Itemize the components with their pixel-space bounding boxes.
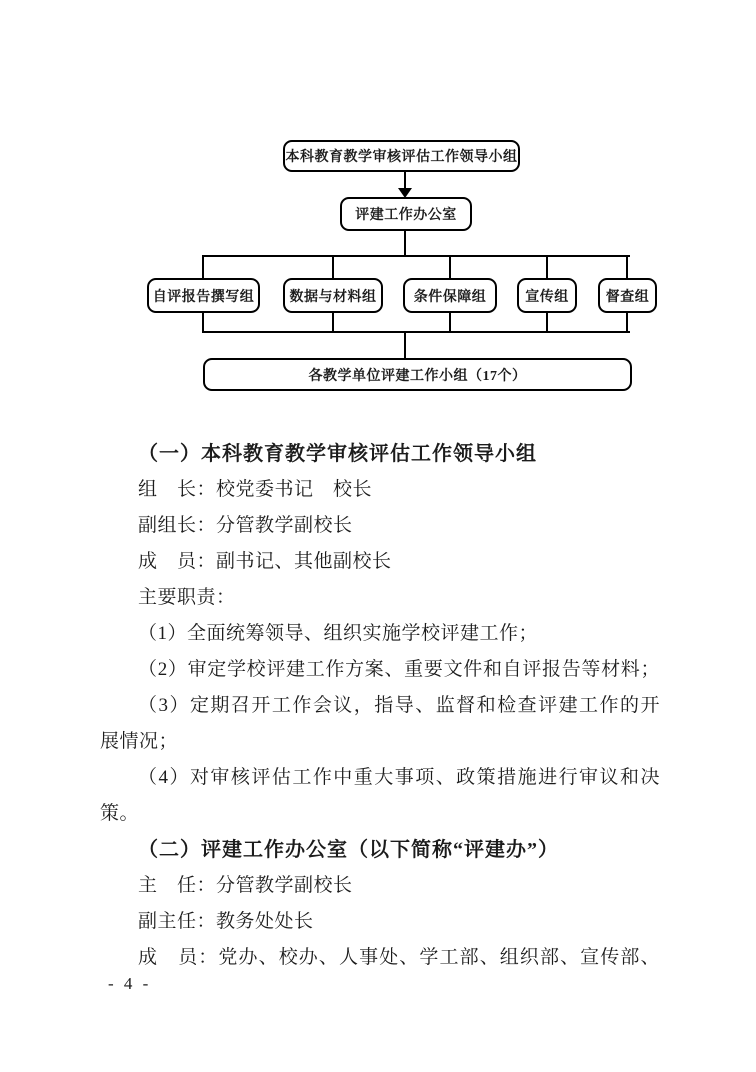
text-line: 展情况； [100, 731, 179, 752]
text-line: （3）定期召开工作会议，指导、监督和检查评建工作的开 [138, 695, 660, 716]
connector-stub [332, 312, 334, 332]
org-box-publicity-group: 宣传组 [517, 278, 577, 313]
org-box-office: 评建工作办公室 [340, 197, 472, 231]
connector-stub [546, 312, 548, 332]
org-box-leader-group: 本科教育教学审核评估工作领导小组 [283, 140, 520, 172]
text-line: （1）全面统筹领导、组织实施学校评建工作； [138, 623, 539, 644]
connector-stub [546, 256, 548, 279]
connector-stub [626, 312, 628, 332]
text-line: 组 长：校党委书记 校长 [138, 479, 373, 500]
section-1-heading: （一）本科教育教学审核评估工作领导小组 [138, 443, 537, 465]
connector-rail-top [202, 255, 630, 257]
section-2-heading: （二）评建工作办公室（以下简称“评建办”） [138, 839, 559, 861]
text-line: 主要职责： [138, 587, 236, 608]
org-box-supervision-group: 督查组 [598, 278, 657, 313]
org-chart [0, 0, 756, 410]
text-line: （4）对审核评估工作中重大事项、政策措施进行审议和决 [138, 767, 660, 788]
text-line: （2）审定学校评建工作方案、重要文件和自评报告等材料； [138, 659, 660, 680]
connector-stub [332, 256, 334, 279]
text-line: 副组长：分管教学副校长 [138, 515, 353, 536]
org-box-teaching-units: 各教学单位评建工作小组（17个） [203, 358, 632, 391]
connector-stub [626, 256, 628, 279]
connector-rail-bottom [202, 331, 630, 333]
connector-stub [202, 256, 204, 279]
connector-office-to-rail [404, 231, 406, 256]
text-line: 成 员：副书记、其他副校长 [138, 551, 392, 572]
text-line: 主 任：分管教学副校长 [138, 875, 353, 896]
page-number: - 4 - [108, 974, 152, 993]
org-box-data-materials-group: 数据与材料组 [283, 278, 383, 313]
text-line: 副主任：教务处处长 [138, 911, 314, 932]
document-body [100, 436, 660, 976]
text-line: 成 员：党办、校办、人事处、学工部、组织部、宣传部、 [138, 947, 660, 968]
org-box-support-group: 条件保障组 [403, 278, 497, 313]
connector-stub [449, 312, 451, 332]
connector-rail-to-bottom-box [404, 332, 406, 358]
text-line: 策。 [100, 803, 140, 824]
connector-stub [202, 312, 204, 332]
connector-stub [449, 256, 451, 279]
org-box-self-report-group: 自评报告撰写组 [147, 278, 260, 313]
